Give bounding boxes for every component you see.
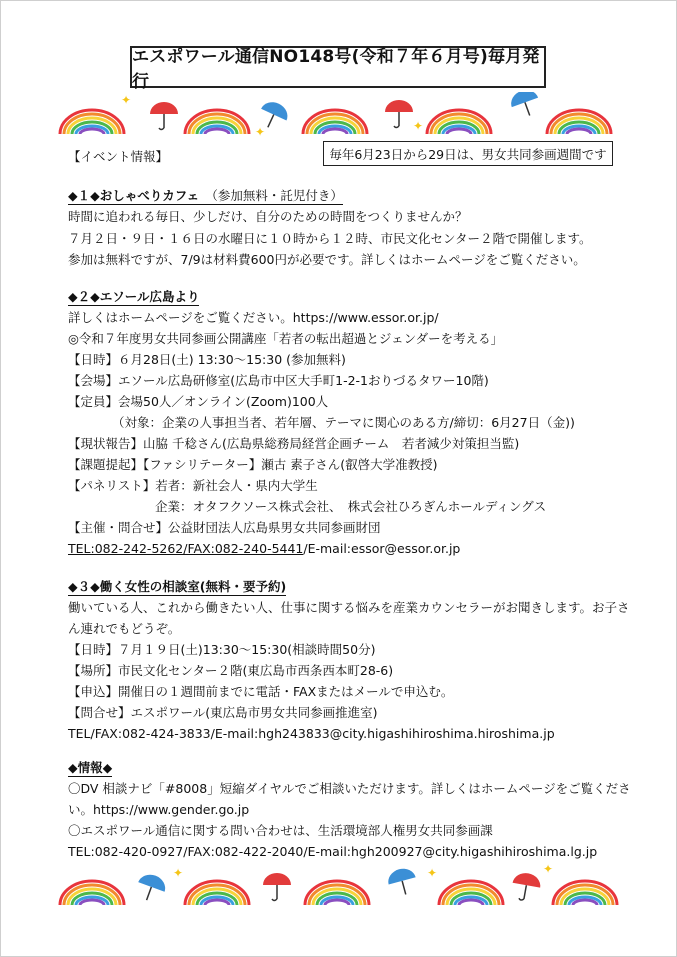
sparkle-icon: ✦ bbox=[427, 866, 438, 880]
section3-line: TEL/FAX:082-424-3833/E-mail:hgh243833@city.higashihiroshima.hiroshima.jp bbox=[68, 726, 555, 741]
section1-heading bbox=[68, 187, 343, 204]
section2-line: 【パネリスト】若者：新社会人・県内大学生 bbox=[68, 478, 318, 493]
section4-line: 〇DV 相談ナビ「#8008」短縮ダイヤルでご相談いただけます。詳しくはホームページをご覧くださ bbox=[68, 781, 631, 796]
sparkle-icon: ✦ bbox=[255, 125, 266, 139]
section2-line: 【定員】会場50人／オンライン(Zoom)100人 bbox=[68, 394, 329, 409]
newsletter-title: エスポワール通信NO148号(令和７年６月号)毎月発行 bbox=[130, 46, 546, 88]
section2-tel-fax[interactable]: TEL:082-242-5262/FAX:082-240-5441 bbox=[68, 541, 304, 556]
umbrella-blue-icon bbox=[386, 866, 420, 898]
rainbow-icon bbox=[439, 881, 503, 905]
section2-line: 【課題提起】【ファシリテーター】瀬古 素子さん(叡啓大学准教授) bbox=[68, 457, 438, 472]
section2-contact bbox=[68, 540, 460, 557]
section2-title: ◆２◆エソール広島より bbox=[68, 289, 200, 304]
section2-line: 【現状報告】山脇 千稔さん(広島県総務局経営企画チーム 若者減少対策担当監) bbox=[68, 436, 520, 451]
section2-line: 企業：オタフクソース株式会社、 株式会社ひろぎんホールディングス bbox=[155, 499, 547, 514]
umbrella-blue-icon bbox=[508, 92, 543, 120]
rainbow-icon bbox=[305, 881, 369, 905]
rainbow-icon bbox=[60, 110, 124, 134]
rainbow-icon bbox=[185, 881, 249, 905]
sparkle-icon: ✦ bbox=[121, 93, 132, 107]
umbrella-red-icon bbox=[385, 100, 413, 128]
section4-title: ◆情報◆ bbox=[68, 760, 113, 775]
rainbow-icon bbox=[185, 110, 249, 134]
section3-line: ん連れでもどうぞ。 bbox=[68, 621, 181, 636]
rainbow-icon bbox=[427, 110, 491, 134]
section1-title: ◆１◆おしゃべりカフェ bbox=[68, 188, 200, 203]
section4-heading bbox=[68, 759, 112, 776]
rainbow-icon bbox=[547, 110, 611, 134]
section1-note: （参加無料・託児付き） bbox=[211, 188, 343, 203]
section2-line: （対象：企業の人事担当者、若年層、テーマに関心のある方/締切：6月27日（金)) bbox=[112, 415, 575, 430]
section2-line: ◎令和７年度男女共同参画公開講座「若者の転出超過とジェンダーを考える」 bbox=[68, 331, 504, 346]
section2-line: 詳しくはホームページをご覧ください。https://www.essor.or.jp/ bbox=[68, 310, 439, 325]
section2-line: 【会場】エソール広島研修室(広島市中区大手町1-2-1おりづるタワー10階) bbox=[68, 373, 489, 388]
section4-line: い。https://www.gender.go.jp bbox=[68, 802, 250, 817]
umbrella-blue-icon bbox=[133, 871, 168, 905]
section2-line: 【日時】６月28日(土) 13:30～15:30 (参加無料) bbox=[68, 352, 346, 367]
bottom-decoration bbox=[55, 863, 625, 913]
umbrella-red-icon bbox=[510, 871, 542, 903]
section2-heading bbox=[68, 288, 199, 305]
sparkle-icon: ✦ bbox=[543, 863, 554, 876]
umbrella-red-icon bbox=[150, 102, 178, 130]
section3-line: 【申込】開催日の１週間前までに電話・FAXまたはメールで申込む。 bbox=[68, 684, 454, 699]
section1-line: 時間に追われる毎日、少しだけ、自分のための時間をつくりませんか？ bbox=[68, 209, 468, 224]
gender-equality-week-notice: 毎年6月23日から29日は、男女共同参画週間です bbox=[323, 141, 613, 166]
section4-line: TEL:082-420-0927/FAX:082-422-2040/E-mail:hgh200927@city.higashihiroshima.lg.jp bbox=[68, 844, 598, 859]
section3-title: ◆３◆働く女性の相談室(無料・要予約) bbox=[68, 579, 287, 594]
umbrella-red-icon bbox=[263, 873, 291, 901]
sparkle-icon: ✦ bbox=[413, 119, 424, 133]
section3-heading bbox=[68, 578, 286, 595]
section3-line: 働いている人、これから働きたい人、仕事に関する悩みを産業カウンセラーがお聞きします。お子さ bbox=[68, 600, 630, 615]
rainbow-icon bbox=[303, 110, 367, 134]
section1-line: ７月２日・９日・１６日の水曜日に１０時から１２時、市民文化センター２階で開催します。 bbox=[68, 231, 592, 246]
section2-email: /E-mail:essor@essor.or.jp bbox=[303, 541, 461, 556]
rainbow-icon bbox=[60, 881, 124, 905]
section3-line: 【日時】７月１９日(土)13:30～15:30(相談時間50分) bbox=[68, 642, 376, 657]
section4-line: 〇エスポワール通信に関する問い合わせは、生活環境部人権男女共同参画課 bbox=[68, 823, 493, 838]
top-decoration bbox=[55, 92, 625, 142]
rainbow-icon bbox=[553, 881, 617, 905]
section3-line: 【問合せ】エスポワール(東広島市男女共同参画推進室) bbox=[68, 705, 378, 720]
section3-line: 【場所】市民文化センター２階(東広島市西条西本町28-6) bbox=[68, 663, 394, 678]
section2-line: 【主催・問合せ】公益財団法人広島県男女共同参画財団 bbox=[68, 520, 381, 535]
sparkle-icon: ✦ bbox=[173, 866, 184, 880]
section1-line: 参加は無料ですが、7/9は材料費600円が必要です。詳しくはホームページをご覧ください。 bbox=[68, 252, 586, 267]
event-info-label: 【イベント情報】 bbox=[68, 149, 169, 164]
